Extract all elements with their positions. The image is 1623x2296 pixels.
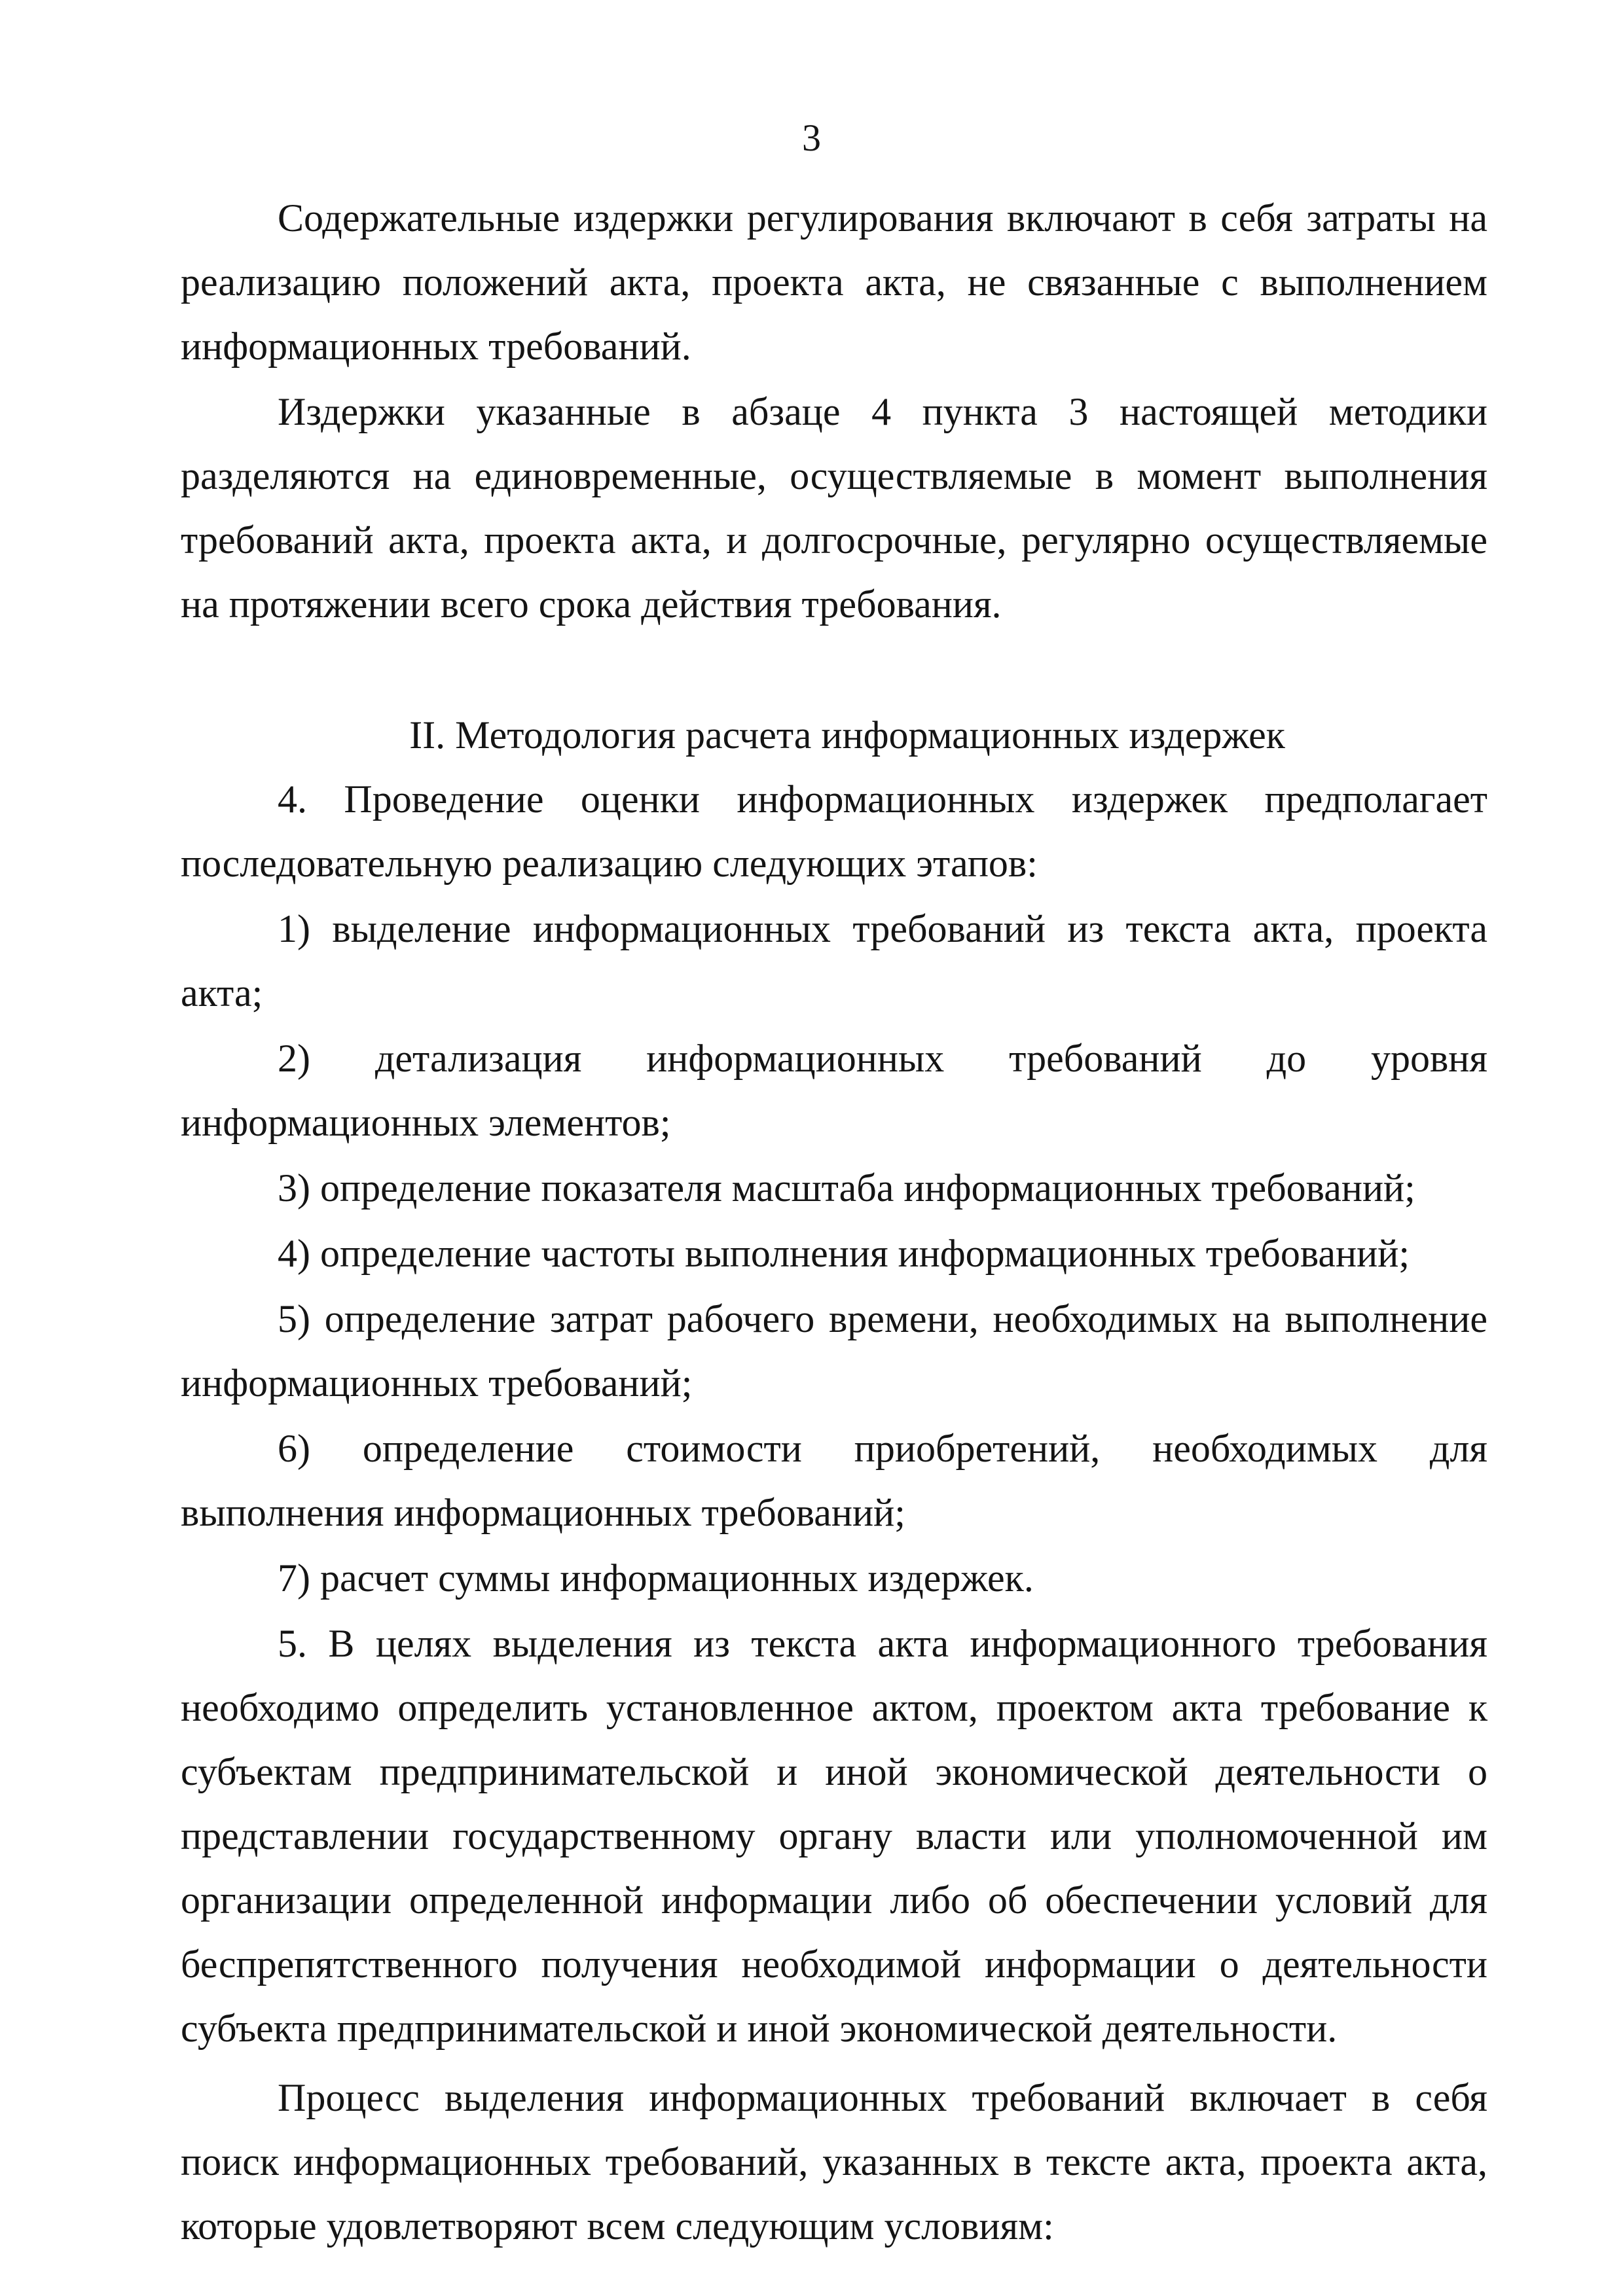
list-item: 7) расчет суммы информационных издержек. (278, 1556, 1034, 1600)
list-item: 3) определение показателя масштаба информационных требований; (278, 1166, 1415, 1210)
paragraph-item-5: 5. В целях выделения из текста акта информационного требования необходимо определить установленное актом, проектом акта требование к субъектам предпринимательской и иной экономической деятельности о представлении государственному органу власти или уполномоченной им организации определенной информации либо об обеспечении условий для беспрепятственного получения необходимой информации о деятельности субъекта предпринимательской и иной экономической деятельности. (181, 1622, 1487, 2050)
paragraph-cost-division: Издержки указанные в абзаце 4 пункта 3 настоящей методики разделяются на единовременные, осуществляемые в момент выполнения требований акта, проекта акта, и долгосрочные, регулярно осуществляемые на протяжении всего срока действия требования. (181, 390, 1487, 626)
paragraph-item-4: 4. Проведение оценки информационных издержек предполагает последовательную реализацию следующих этапов: (181, 778, 1487, 885)
section-heading: II. Методология расчета информационных издержек (409, 713, 1285, 757)
document-body (181, 186, 1487, 2259)
list-item: 1) выделение информационных требований из текста акта, проекта акта; (181, 907, 1487, 1014)
paragraph-selection-process: Процесс выделения информационных требований включает в себя поиск информационных требований, указанных в тексте акта, проекта акта, которые удовлетворяют всем следующим условиям: (181, 2076, 1487, 2248)
page-number: 3 (802, 117, 821, 159)
paragraph-substantive-costs: Содержательные издержки регулирования включают в себя затраты на реализацию положений акта, проекта акта, не связанные с выполнением информационных требований. (181, 196, 1487, 368)
list-item: 6) определение стоимости приобретений, необходимых для выполнения информационных требований; (181, 1427, 1487, 1534)
list-item: 2) детализация информационных требований до уровня информационных элементов; (181, 1037, 1487, 1144)
list-item: 4) определение частоты выполнения информационных требований; (278, 1232, 1410, 1275)
list-item: 5) определение затрат рабочего времени, необходимых на выполнение информационных требований; (181, 1297, 1487, 1405)
